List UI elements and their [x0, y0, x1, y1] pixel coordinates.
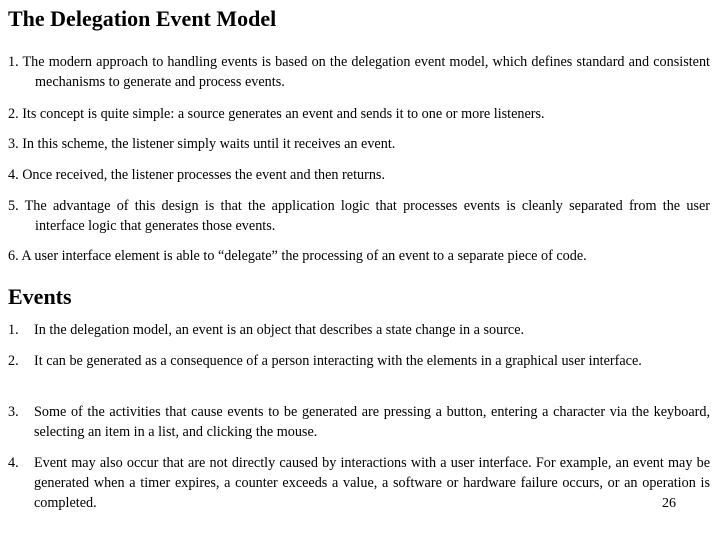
page-number: 26	[662, 496, 676, 511]
events-item-1	[8, 320, 710, 340]
events-item-2-text: It can be generated as a consequence of a person interacting with the elements in a graphical user interface.	[34, 353, 642, 369]
delegation-item-4: 4. Once received, the listener processes the event and then returns.	[8, 167, 386, 183]
events-item-2	[8, 351, 710, 371]
events-item-2-number: 2.	[8, 353, 19, 369]
events-item-3-number: 3.	[8, 404, 19, 420]
delegation-item-2: 2. Its concept is quite simple: a source generates an event and sends it to one or more listeners.	[8, 106, 545, 122]
delegation-item-5: 5. The advantage of this design is that the application logic that processes events is cleanly separated from the user interface logic that generates those events.	[8, 198, 710, 234]
delegation-item-6: 6. A user interface element is able to “delegate” the processing of an event to a separate piece of code.	[8, 248, 587, 264]
events-item-4-number: 4.	[8, 455, 19, 471]
slide-title: The Delegation Event Model	[8, 6, 277, 31]
events-item-1-text: In the delegation model, an event is an object that describes a state change in a source.	[34, 322, 525, 338]
events-heading: Events	[8, 284, 72, 309]
events-item-4-text: Event may also occur that are not directly caused by interactions with a user interface. For example, an event may be generated when a timer expires, a counter exceeds a value, a software or hardware failure occurs, or an operation is completed.	[34, 455, 710, 511]
delegation-item-1: 1. The modern approach to handling events is based on the delegation event model, which defines standard and consistent mechanisms to generate and process events.	[8, 54, 710, 90]
delegation-item-3: 3. In this scheme, the listener simply waits until it receives an event.	[8, 136, 396, 152]
events-item-1-number: 1.	[8, 322, 19, 338]
events-item-3	[8, 402, 710, 442]
events-item-3-text: Some of the activities that cause events to be generated are pressing a button, entering a character via the keyboard, selecting an item in a list, and clicking the mouse.	[34, 404, 710, 440]
events-item-4	[8, 453, 710, 513]
